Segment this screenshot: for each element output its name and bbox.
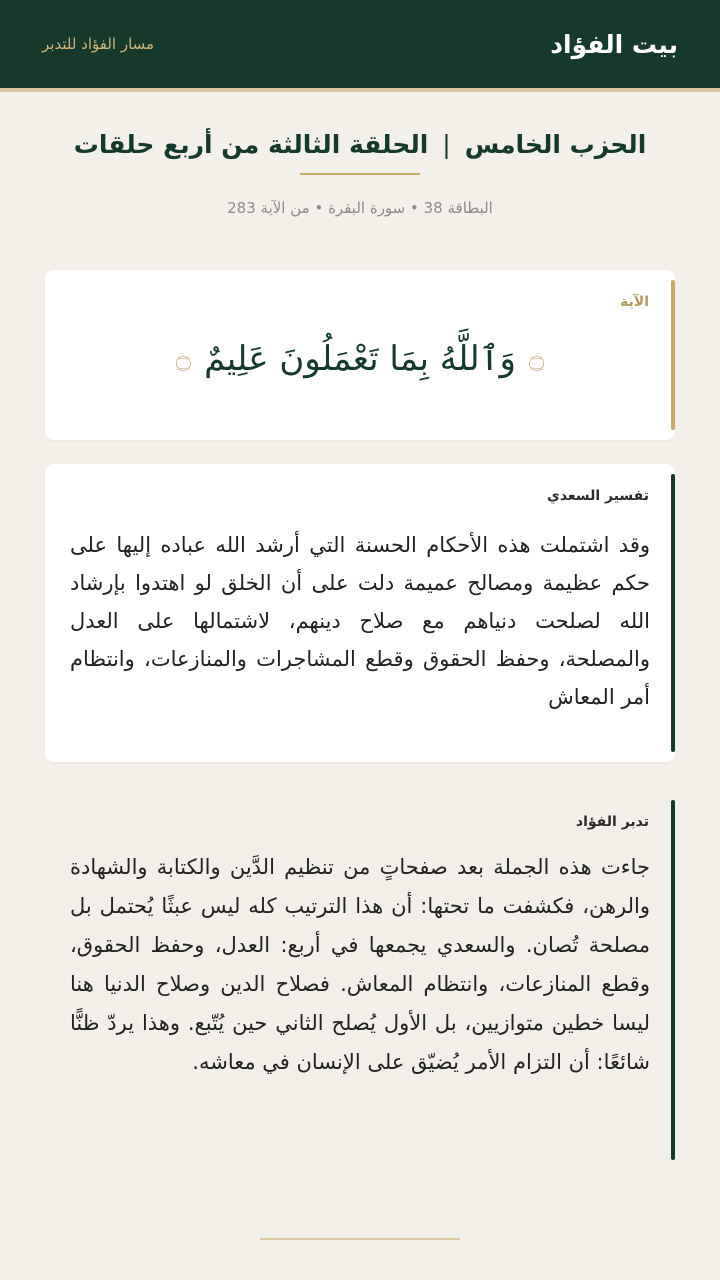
ayah-label: الآية xyxy=(620,294,649,310)
ayah-ornament-close-icon: ۝ xyxy=(175,343,191,374)
title-underline xyxy=(300,173,420,175)
ayah-ornament-open-icon: ۝ xyxy=(529,343,545,374)
hizb-title: الحزب الخامس xyxy=(464,130,647,159)
tadabbur-card-accent xyxy=(671,800,675,1160)
header-divider xyxy=(0,88,720,92)
top-bar xyxy=(0,0,720,88)
tadabbur-text: جاءت هذه الجملة بعد صفحاتٍ من تنظيم الدَّين والكتابة والشهادة والرهن، فكشفت ما تحتها: أن هذا الترتيب كله ليس عبثًا يُحتمل بل مصلحة تُصان. والسعدي يجمعها في أربع: العدل، وحفظ الحقوق، وقطع المنازعات، وانتظام المعاش. فصلاح الدين وصلاح الدنيا هنا ليسا خطين متوازيين، بل الأول يُصلح الثاني حين يُتّبع. وهذا يردّ ظنًّا شائعًا: أن التزام الأمر يُضيّق على الإنسان في معاشه. xyxy=(70,855,650,1074)
bottom-divider xyxy=(260,1238,460,1240)
card-meta: البطاقة 38 • سورة البقرة • من الآية 283 xyxy=(227,199,493,217)
episode-title: الحلقة الثالثة من أربع حلقات xyxy=(73,130,429,159)
nav-link-tadabbur-path[interactable]: مسار الفؤاد للتدبر xyxy=(42,35,155,53)
tafsir-label: تفسير السعدي xyxy=(547,488,649,504)
tafsir-card-accent xyxy=(671,474,675,752)
ayah-line xyxy=(0,338,720,379)
title-separator: | xyxy=(442,130,451,159)
tafsir-card xyxy=(45,464,675,762)
ayah-text: وَٱللَّهُ بِمَا تَعْمَلُونَ عَلِيمٌ xyxy=(204,339,516,379)
brand-title[interactable]: بيت الفؤاد xyxy=(550,29,678,59)
page-title xyxy=(0,130,720,159)
tadabbur-label: تدبر الفؤاد xyxy=(575,814,649,830)
page-heading xyxy=(0,130,720,175)
tadabbur-card xyxy=(45,790,675,1170)
tafsir-text: وقد اشتملت هذه الأحكام الحسنة التي أرشد الله عباده إليها على حكم عظيمة ومصالح عميمة دلت على أن الخلق لو اهتدوا بإرشاد الله لصلحت دنياهم مع صلاح دينهم، لاشتمالها على العدل والمصلحة، وحفظ الحقوق وقطع المشاجرات والمنازعات، وانتظام أمر المعاش xyxy=(70,533,650,709)
